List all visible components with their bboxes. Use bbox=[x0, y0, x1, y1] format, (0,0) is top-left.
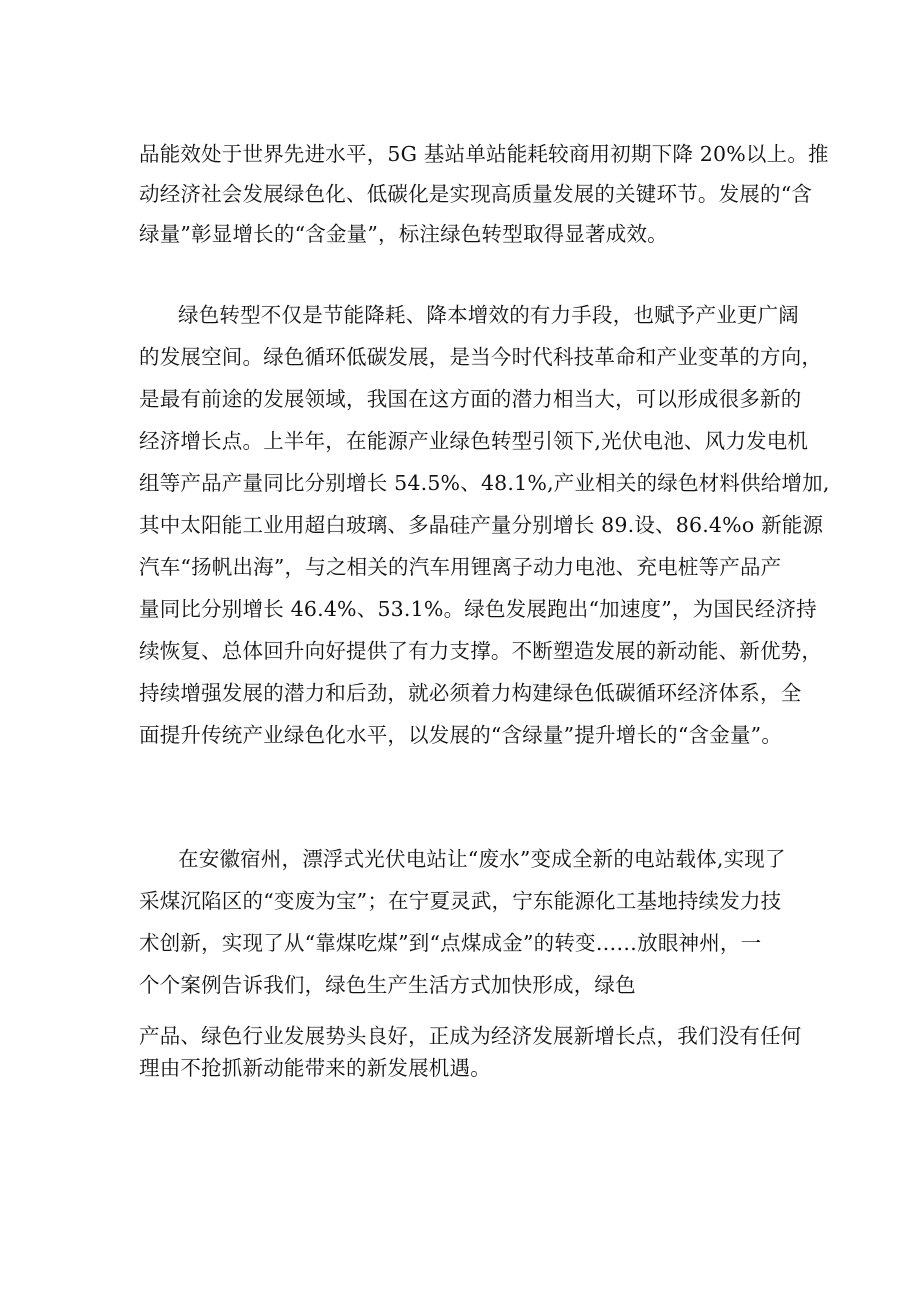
paragraph-line: 产品、绿色行业发展势头良好，正成为经济发展新增长点，我们没有任何 bbox=[139, 1024, 802, 1048]
paragraph-line: 理由不抢抓新动能带来的新发展机遇。 bbox=[139, 1056, 491, 1080]
paragraph-line: 组等产品产量同比分别增长 54.5%、48.1%,产业相关的绿色材料供给增加, bbox=[139, 471, 830, 495]
paragraph-line: 品能效处于世界先进水平，5G 基站单站能耗较商用初期下降 20%以上。推 bbox=[139, 142, 829, 166]
paragraph-line: 汽车“扬帆出海”，与之相关的汽车用锂离子动力电池、充电桩等产品产 bbox=[139, 555, 782, 579]
paragraph-line: 经济增长点。上半年，在能源产业绿色转型引领下,光伏电池、风力发电机 bbox=[139, 429, 809, 453]
paragraph-line: 动经济社会发展绿色化、低碳化是实现高质量发展的关键环节。发展的“含 bbox=[139, 182, 813, 206]
paragraph-line: 量同比分别增长 46.4%、53.1%。绿色发展跑出“加速度”，为国民经济持 bbox=[139, 597, 817, 621]
paragraph-line: 续恢复、总体回升向好提供了有力支撑。不断塑造发展的新动能、新优势， bbox=[139, 639, 823, 663]
paragraph-line: 绿色转型不仅是节能降耗、降本增效的有力手段，也赋予产业更广阔 bbox=[178, 303, 799, 327]
paragraph-line: 采煤沉陷区的“变废为宝”；在宁夏灵武，宁东能源化工基地持续发力技 bbox=[139, 889, 782, 913]
paragraph-line: 的发展空间。绿色循环低碳发展，是当今时代科技革命和产业变革的方向， bbox=[139, 345, 823, 369]
paragraph-line: 在安徽宿州，漂浮式光伏电站让“废水”变成全新的电站载体,实现了 bbox=[178, 847, 786, 871]
paragraph-line: 面提升传统产业绿色化水平，以发展的“含绿量”提升增长的“含金量”。 bbox=[139, 723, 783, 747]
paragraph-line: 持续增强发展的潜力和后劲，就必须着力构建绿色低碳循环经济体系，全 bbox=[139, 681, 802, 705]
paragraph-line: 其中太阳能工业用超白玻璃、多晶硅产量分别增长 89.设、86.4%o 新能源 bbox=[139, 513, 824, 537]
paragraph-line: 是最有前途的发展领域，我国在这方面的潜力相当大，可以形成很多新的 bbox=[139, 387, 802, 411]
paragraph-line: 术创新，实现了从“靠煤吃煤”到“点煤成金”的转变……放眼神州，一 bbox=[139, 931, 762, 955]
paragraph-line: 个个案例告诉我们，绿色生产生活方式加快形成，绿色 bbox=[139, 973, 636, 997]
paragraph-line: 绿量”彰显增长的“含金量”，标注绿色转型取得显著成效。 bbox=[139, 222, 668, 246]
